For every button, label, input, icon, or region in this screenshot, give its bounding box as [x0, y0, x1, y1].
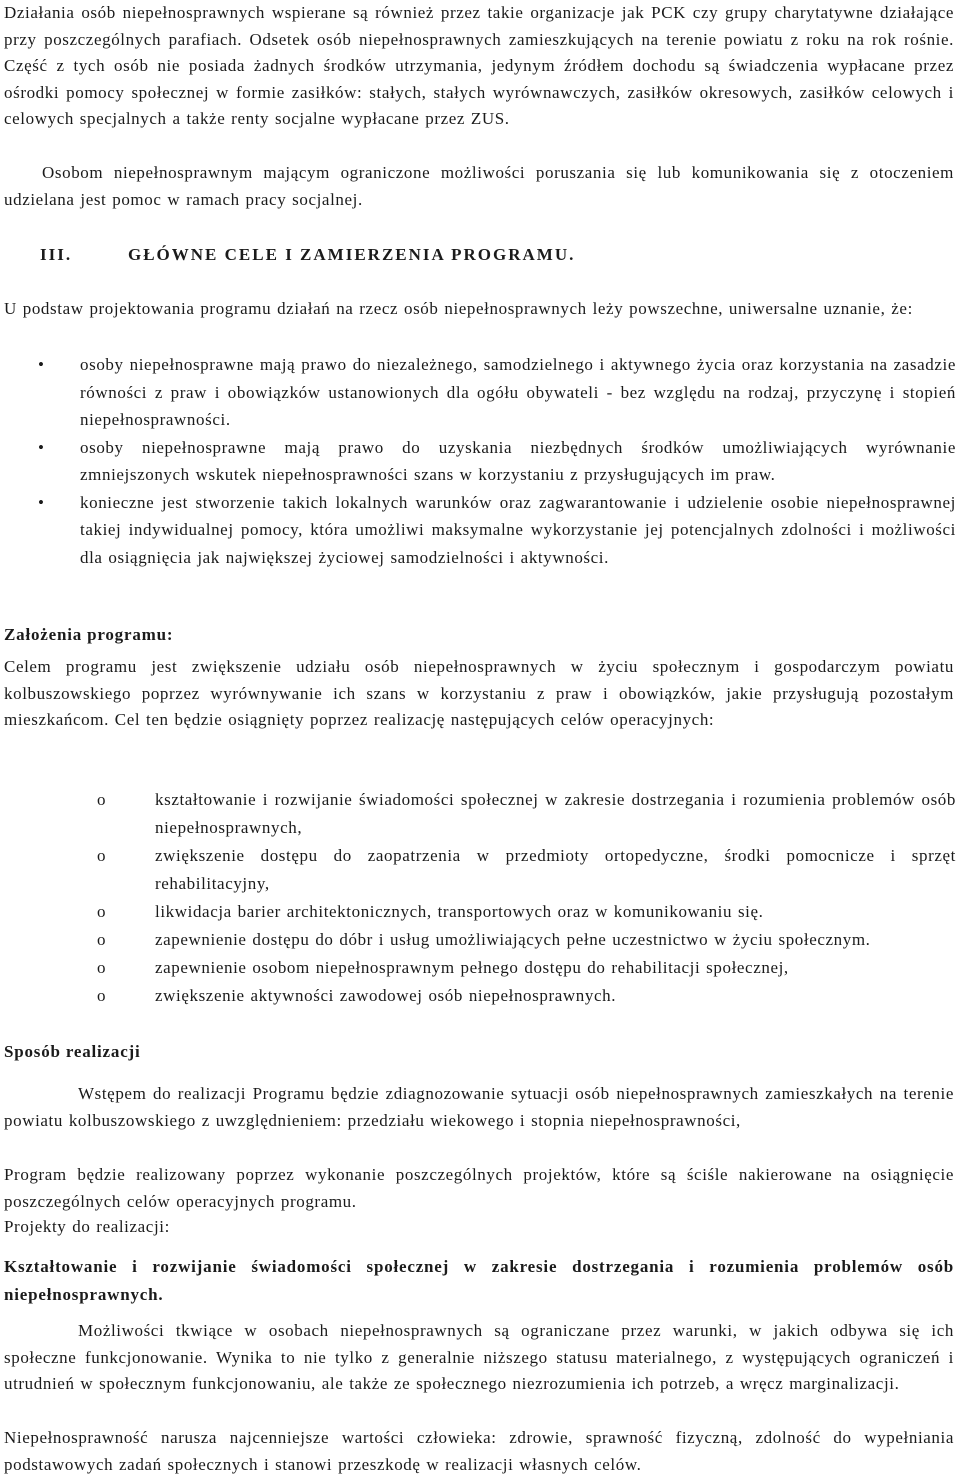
section-number: III. — [40, 245, 73, 264]
list-item: o zwiększenie dostępu do zaopatrzenia w przedmioty ortopedyczne, środki pomocnicze i sprzęt rehabilitacyjny, — [0, 842, 960, 898]
circle-marker: o — [97, 846, 107, 865]
circle-marker: o — [97, 986, 107, 1005]
intro-paragraph-2: Osobom niepełnosprawnym mającym ograniczone możliwości poruszania się lub komunikowania się z otoczeniem udzielana jest pomoc w ramach pracy socjalnej. — [4, 163, 954, 209]
circle-marker: o — [97, 958, 107, 977]
list-item: • osoby niepełnosprawne mają prawo do niezależnego, samodzielnego i aktywnego życia oraz korzystania na zasadzie równości z praw i obowiązków ustanowionych dla ogółu obywateli - bez względu na rodzaj, przyczynę i stopień niepełnosprawności. — [0, 351, 960, 434]
list-item: o zapewnienie dostępu do dóbr i usług umożliwiających pełne uczestnictwo w życiu społecznym. — [0, 926, 960, 954]
basis-lead: U podstaw projektowania programu działań na rzecz osób niepełnosprawnych leży powszechne, uniwersalne uznanie, że: — [4, 299, 913, 318]
section-title: GŁÓWNE CELE I ZAMIERZENIA PROGRAMU. — [128, 245, 576, 264]
operational-goals-list — [0, 786, 960, 1010]
list-item: • osoby niepełnosprawne mają prawo do uzyskania niezbędnych środków umożliwiających wyrównanie zmniejszonych wskutek niepełnosprawności szans w korzystaniu z przysługujących im praw. — [0, 434, 960, 489]
bullet-marker: • — [38, 437, 45, 457]
bullet-marker: • — [38, 492, 45, 512]
list-item: o kształtowanie i rozwijanie świadomości społecznej w zakresie dostrzegania i rozumienia problemów osób niepełnosprawnych, — [0, 786, 960, 842]
circle-marker: o — [97, 790, 107, 809]
list-item: • konieczne jest stworzenie takich lokalnych warunków oraz zagwarantowanie i udzielenie osobie niepełnosprawnej takiej indywidualnej pomocy, która umożliwi maksymalne wykorzystanie jej potencjalnych zdolności i możliwości dla osiągnięcia jak największej życiowej samodzielności i aktywności. — [0, 489, 960, 572]
circle-marker: o — [97, 930, 107, 949]
implementation-paragraph-2: Program będzie realizowany poprzez wykonanie poszczególnych projektów, które są ściśle nakierowane na osiągnięcie poszczególnych celów operacyjnych programu. — [4, 1165, 954, 1211]
implementation-label: Sposób realizacji — [4, 1042, 141, 1061]
circle-marker: o — [97, 902, 107, 921]
list-item: o zwiększenie aktywności zawodowej osób niepełnosprawnych. — [0, 982, 960, 1010]
project-heading: Kształtowanie i rozwijanie świadomości społecznej w zakresie dostrzegania i rozumienia problemów osób niepełnosprawnych. — [4, 1257, 954, 1304]
bullet-marker: • — [38, 355, 45, 374]
assumptions-text: Celem programu jest zwiększenie udziału osób niepełnosprawnych w życiu społecznym i gospodarczym powiatu kolbuszowskiego poprzez wyrównywanie ich szans w korzystaniu z praw i obowiązków, jakie przysługują pozostałym mieszkańcom. Cel ten będzie osiągnięty poprzez realizację następujących celów operacyjnych: — [4, 657, 954, 729]
project-paragraph-1: Możliwości tkwiące w osobach niepełnosprawnych są ograniczane przez warunki, w jakich odbywa się ich społeczne funkcjonowanie. Wynika to nie tylko z generalnie niższego statusu materialnego, z występujących ograniczeń i utrudnień w społecznym funkcjonowaniu, ale także ze społecznego niezrozumienia ich potrzeb, a wręcz marginalizacji. — [4, 1321, 954, 1393]
implementation-paragraph-1: Wstępem do realizacji Programu będzie zdiagnozowanie sytuacji osób niepełnosprawnych zamieszkałych na terenie powiatu kolbuszowskiego z uwzględnieniem: przedziału wiekowego i stopnia niepełnosprawności, — [4, 1084, 954, 1130]
list-item: o zapewnienie osobom niepełnosprawnym pełnego dostępu do rehabilitacji społecznej, — [0, 954, 960, 982]
section-heading — [40, 245, 575, 265]
list-item: o likwidacja barier architektonicznych, transportowych oraz w komunikowaniu się. — [0, 898, 960, 926]
basis-bullet-list — [0, 351, 960, 571]
intro-paragraph-1: Działania osób niepełnosprawnych wspierane są również przez takie organizacje jak PCK czy grupy charytatywne działające przy poszczególnych parafiach. Odsetek osób niepełnosprawnych zamieszkujących na terenie powiatu z roku na rok rośnie. Część z tych osób nie posiada żadnych środków utrzymania, jedynym źródłem dochodu są świadczenia wypłacane przez ośrodki pomocy społecznej w formie zasiłków: stałych, stałych wyrównawczych, zasiłków okresowych, zasiłków celowych i celowych specjalnych a także renty socjalne wypłacane przez ZUS. — [4, 3, 954, 128]
assumptions-label: Założenia programu: — [4, 625, 174, 644]
project-paragraph-2: Niepełnosprawność narusza najcenniejsze wartości człowieka: zdrowie, sprawność fizyczną, zdolność do wypełniania podstawowych zadań społecznych i stanowi przeszkodę w realizacji własnych celów. — [4, 1428, 954, 1474]
projects-label: Projekty do realizacji: — [4, 1217, 170, 1236]
